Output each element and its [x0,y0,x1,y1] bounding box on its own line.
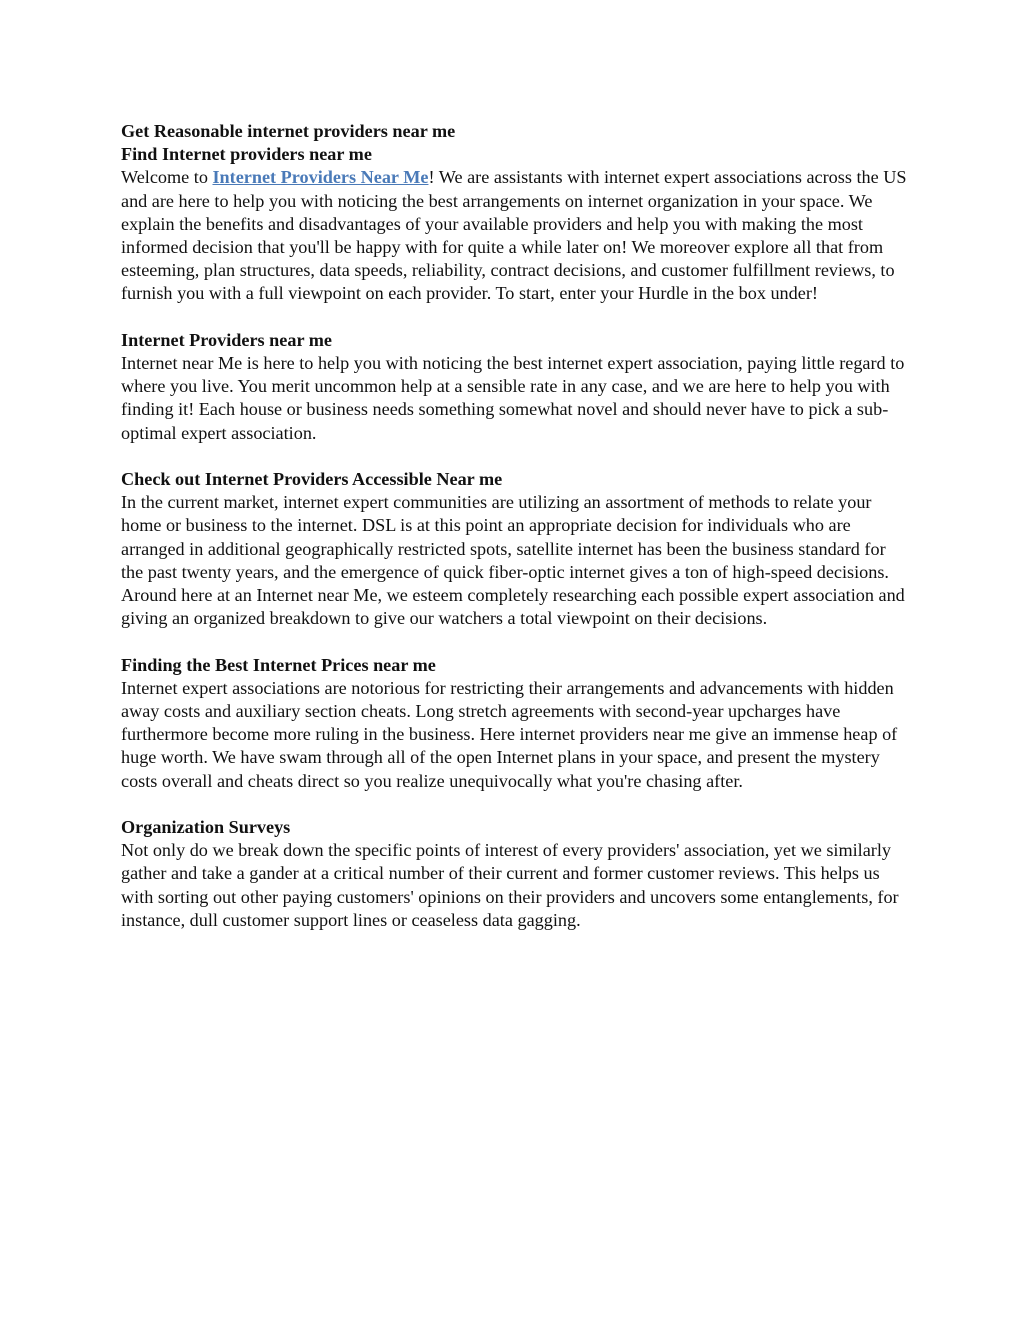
section-providers-near-me [121,329,911,445]
intro-section [121,120,911,306]
section-body: In the current market, internet expert communities are utilizing an assortment of methods to relate your home or business to the internet. DSL is at this point an appropriate decision for individuals who are arranged in additional geographically restricted spots, satellite internet has been the business standard for the past twenty years, and the emergence of quick fiber-optic internet gives a ton of high-speed decisions. Around here at an Internet near Me, we esteem completely researching each possible expert association and giving an organized breakdown to give our watchers a total viewpoint on their decisions. [121,492,905,629]
document-subtitle: Find Internet providers near me [121,144,372,165]
section-heading: Internet Providers near me [121,329,332,350]
internet-providers-link[interactable]: Internet Providers Near Me [212,167,429,188]
intro-paragraph [121,166,911,305]
section-organization-surveys [121,816,911,932]
section-body: Internet expert associations are notorious for restricting their arrangements and advancements with hidden away costs and auxiliary section cheats. Long stretch agreements with second-year upcharges have furthermore become more ruling in the business. Here internet providers near me give an immense heap of huge worth. We have swam through all of the open Internet plans in your space, and present the mystery costs overall and cheats direct so you realize unequivocally what you're chasing after. [121,677,898,791]
section-heading: Finding the Best Internet Prices near me [121,654,436,675]
intro-text-before-link: Welcome to [121,167,213,188]
section-heading: Organization Surveys [121,817,291,838]
section-body: Internet near Me is here to help you with noticing the best internet expert association, paying little regard to where you live. You merit uncommon help at a sensible rate in any case, and we are here to help you with finding it! Each house or business needs something somewhat novel and should never have to pick a sub-optimal expert association. [121,353,905,443]
section-body: Not only do we break down the specific points of interest of every providers' association, yet we similarly gather and take a gander at a critical number of their current and former customer reviews. This helps us with sorting out other paying customers' opinions on their providers and uncovers some entanglements, for instance, dull customer support lines or ceaseless data gagging. [121,840,899,930]
document-title: Get Reasonable internet providers near me [121,121,456,141]
document-page [121,120,911,955]
section-best-prices [121,654,911,793]
section-providers-accessible [121,468,911,630]
section-heading: Check out Internet Providers Accessible Near me [121,469,503,490]
intro-text-after-link: ! We are assistants with internet expert associations across the US and are here to help you with noticing the best arrangements on internet organization in your space. We explain the benefits and disadvantages of your available providers and help you with making the most informed decision that you'll be happy with for quite a while later on! We moreover explore all that from esteeming, plan structures, data speeds, reliability, contract decisions, and customer fulfillment reviews, to furnish you with a full viewpoint on each provider. To start, enter your Hurdle in the box under! [121,167,907,304]
